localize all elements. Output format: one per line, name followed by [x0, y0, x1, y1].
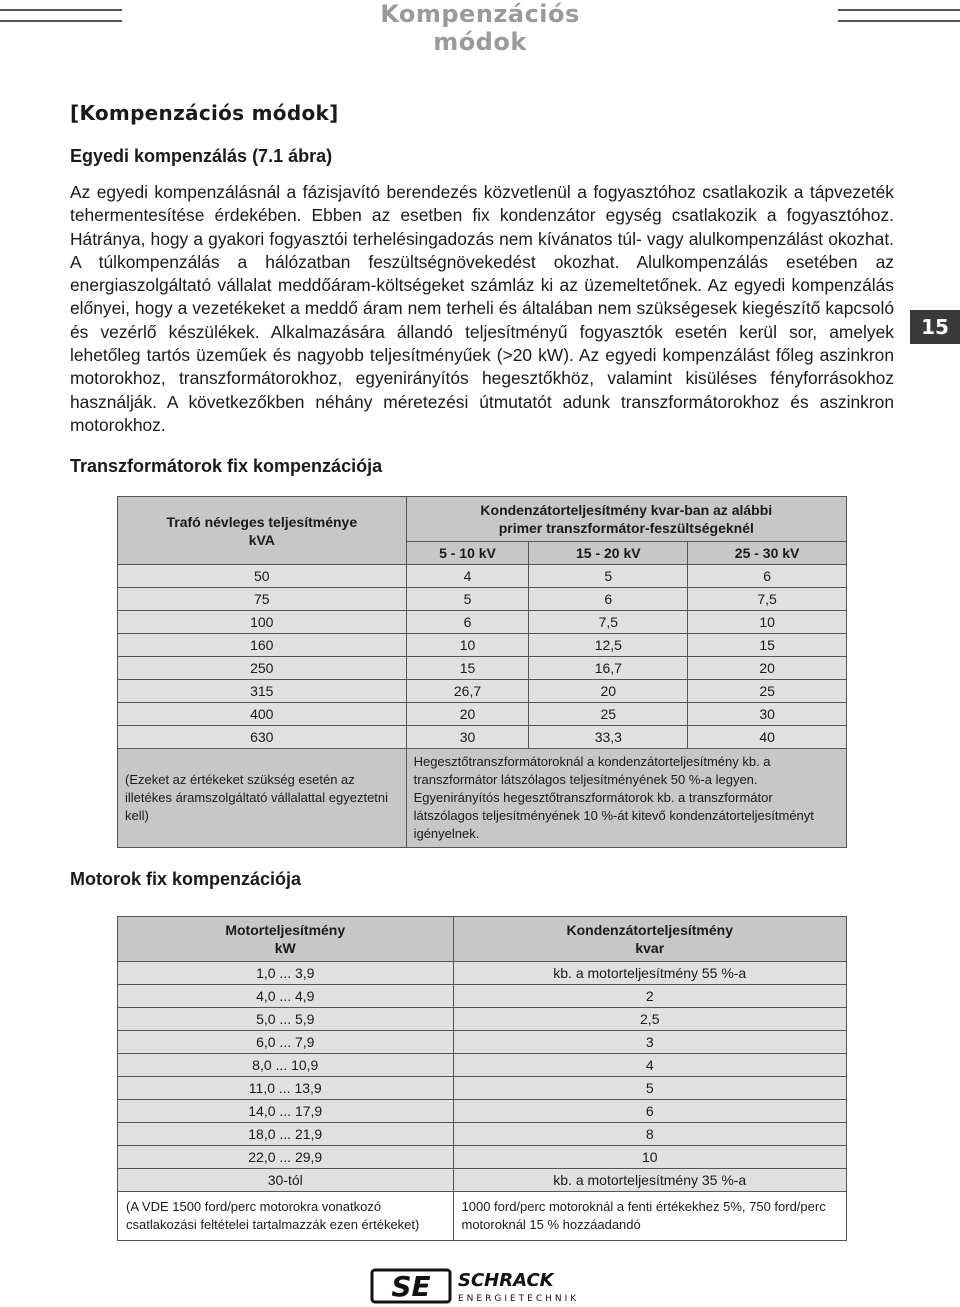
table-header-motor-power: Motorteljesítmény kW — [118, 917, 454, 962]
table-row: 6,0 ... 7,9 3 — [118, 1031, 847, 1054]
table-row: 8,0 ... 10,9 4 — [118, 1054, 847, 1077]
table-row: 400 20 25 30 — [118, 703, 847, 726]
table-row: 630 30 33,3 40 — [118, 726, 847, 749]
logo-brand: SCHRACK — [458, 1270, 554, 1291]
table-row: 250 15 16,7 20 — [118, 657, 847, 680]
table-row: 22,0 ... 29,9 10 — [118, 1146, 847, 1169]
table-note-left: (A VDE 1500 ford/perc motorokra vonatkozó csatlakozási feltételei tartalmazzák ezen értékeket) — [118, 1192, 454, 1241]
table-row: 315 26,7 20 25 — [118, 680, 847, 703]
header-title: Kompenzációs módok — [380, 0, 580, 56]
table-row: 5,0 ... 5,9 2,5 — [118, 1008, 847, 1031]
table-row: 30-tól kb. a motorteljesítmény 35 %-a — [118, 1169, 847, 1192]
logo-mark: SE — [391, 1270, 431, 1303]
header-rule-left — [0, 9, 122, 22]
table-row: 14,0 ... 17,9 6 — [118, 1100, 847, 1123]
table-row: 1,0 ... 3,9 kb. a motorteljesítmény 55 %-a — [118, 962, 847, 985]
page-number-badge: 15 — [910, 310, 960, 344]
table-row: 4,0 ... 4,9 2 — [118, 985, 847, 1008]
schrack-logo — [370, 1268, 590, 1304]
subtitle-individual-compensation: Egyedi kompenzálás (7.1 ábra) — [70, 146, 333, 166]
table-header-trafo: Trafó névleges teljesítménye kVA — [118, 497, 407, 565]
motor-compensation-table — [117, 916, 847, 1241]
table-header-capacitor-power: Kondenzátorteljesítmény kvar — [453, 917, 847, 962]
table-row: 50 4 5 6 — [118, 565, 847, 588]
table-row: 18,0 ... 21,9 8 — [118, 1123, 847, 1146]
header-rule-right — [838, 9, 960, 22]
table-note-right: 1000 ford/perc motoroknál a fenti értékekhez 5%, 750 ford/perc motoroknál 15 % hozzáadandó — [453, 1192, 847, 1241]
table-note-right: Hegesztőtranszformátoroknál a kondenzátorteljesítmény kb. a transzformátor látszólagos teljesítményének 50 %-a legyen. Egyenirányítós hegesztőtranszformátorok kb. a transzformátor látszólagos teljesítményének 10 %-át kitevő kondenzátorteljesítményt igényelnek. — [406, 749, 846, 848]
table-row: 160 10 12,5 15 — [118, 634, 847, 657]
table-row: 100 6 7,5 10 — [118, 611, 847, 634]
body-paragraph: Az egyedi kompenzálásnál a fázisjavító berendezés közvetlenül a fogyasztóhoz csatlakozik a tápvezeték tehermentesítése érdekében. Ebben az esetben fix kondenzátor egység csatlakozik a fogyasztóhoz. Hátránya, hogy a gyakori fogyasztói terhelésingadozás nem kívánatos túl- vagy alulkompenzálást okozhat. A túlkompenzálás a hálózatban feszültségnövekedést okozhat. Alulkompenzálás esetében az energiaszolgáltató vállalat meddőáram-költségeket számláz ki az üzemeltetőnek. Az egyedi kompenzálás előnyei, hogy a vezetékeket a meddő áram nem terheli és általában nem szükségesek kiegészítő kapcsoló és vezérlő készülékek. Alkalmazására állandó teljesítményű fogyasztók esetén kerül sor, amelyek lehetőleg tartós üzeműek és nagyobb teljesítményűek (>20 kW). Az egyedi kompenzálást főleg aszinkron motorokhoz, transzformátorokhoz, egyenirányítós hegesztőkhöz, valamint kisüléses fényforrásokhoz használják. A következőkben néhány méretezési útmutatót adunk transzformátorokhoz és aszinkron motorokhoz. — [70, 182, 894, 435]
table-row: 75 5 6 7,5 — [118, 588, 847, 611]
table-row: 11,0 ... 13,9 5 — [118, 1077, 847, 1100]
section-title: [Kompenzációs módok] — [70, 101, 339, 125]
table-subheader: 25 - 30 kV — [688, 542, 847, 565]
table-subheader: 5 - 10 kV — [406, 542, 529, 565]
table-header-capacitor-group: Kondenzátorteljesítmény kvar-ban az alábbi primer transzformátor-feszültségeknél — [406, 497, 846, 542]
subtitle-motor-compensation: Motorok fix kompenzációja — [70, 869, 302, 889]
subtitle-transformer-compensation: Transzformátorok fix kompenzációja — [70, 456, 383, 476]
transformer-compensation-table — [117, 496, 847, 848]
table-note-left: (Ezeket az értékeket szükség esetén az illetékes áramszolgáltató vállalattal egyeztetni kell) — [118, 749, 407, 848]
logo-tagline: ENERGIETECHNIK — [458, 1294, 580, 1304]
table-subheader: 15 - 20 kV — [529, 542, 688, 565]
